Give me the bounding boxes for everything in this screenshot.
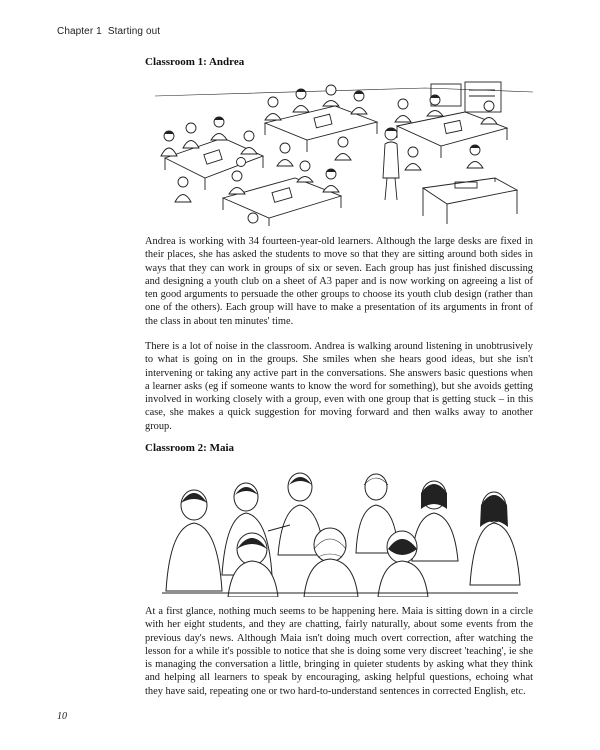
circle-conversation-illustration [158,465,530,597]
classroom-group-work-illustration [145,78,533,226]
circle-illustration-drawing [158,465,530,597]
chapter-label: Chapter 1 [57,26,102,37]
section-heading-maia: Classroom 2: Maia [145,442,235,454]
andrea-paragraph-2: There is a lot of noise in the classroom. Andrea is walking around listening in unobtrusively to what is going on in the groups. She smiles when she hears good ideas, but she isn't intervening or taking any active part in the conversations. She answers basic questions when a learner asks (eg if someone wants to know the word for something), but she avoids getting involved in working closely with a group, even with one group that is getting stuck – in this case, she makes a quick suggestion for moving forward and then walks away to another group. [145,341,533,432]
page-number: 10 [57,711,67,722]
maia-body-text [145,605,533,698]
classroom-illustration-drawing [145,78,533,226]
running-head [57,26,160,37]
andrea-body-text [145,235,533,328]
chapter-title: Starting out [107,26,161,37]
maia-paragraph-1: At a first glance, nothing much seems to be happening here. Maia is sitting down in a circle with her eight students, and they are chatting, fairly naturally, about some events from the previous day's news. Although Maia isn't doing much overt correction, after watching the lesson for a while it's possible to notice that she is doing some very discreet 'teaching', ie she is managing the conversation a little, bringing in quieter students by asking what they think and helping all learners to speak by encouraging, asking helpful questions, echoing what they have said, repeating one or two hard-to-understand sentences in corrected English, etc. [145,606,533,697]
andrea-paragraph-1: Andrea is working with 34 fourteen-year-old learners. Although the large desks are fixed in their places, she has asked the students to move so that they are sitting around both sides in ways that they can work in groups of six or seven. Each group has just finished discussing and designing a youth club on a sheet of A3 paper and is now working on agreeing a list of ten good arguments to persuade the other groups to choose its youth club design (rather than one of the others). Each group will have to make a presentation of its arguments in front of the class in about ten minutes' time. [145,236,533,327]
section-heading-andrea: Classroom 1: Andrea [145,56,245,68]
andrea-body-text-2 [145,340,533,433]
